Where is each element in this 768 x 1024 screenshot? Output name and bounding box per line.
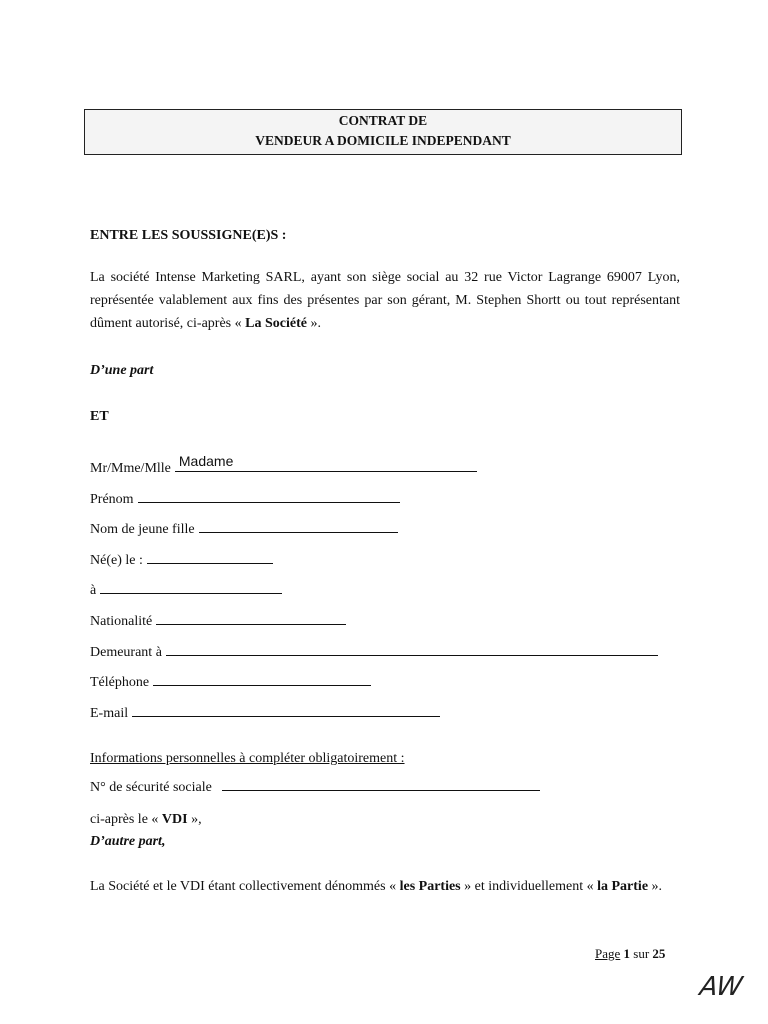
company-defined-term: La Société <box>245 316 307 331</box>
field-birth-place <box>90 579 282 601</box>
field-first-name <box>90 488 400 510</box>
collective-part-2: » et individuellement « <box>460 879 598 894</box>
collective-term-parties: les Parties <box>399 879 461 894</box>
company-paragraph-closing: ». <box>306 316 321 331</box>
first-party-label: D’une part <box>90 363 154 378</box>
contract-title-line-1: CONTRAT DE <box>338 113 428 128</box>
vdi-suffix: », <box>187 812 202 827</box>
footer-total-pages: 25 <box>652 946 666 961</box>
vdi-prefix: ci-après le « <box>90 812 162 827</box>
signature-initials: AW <box>697 972 744 1002</box>
contract-title-line-2: VENDEUR A DOMICILE INDEPENDANT <box>255 133 511 148</box>
vdi-line <box>90 808 680 831</box>
field-maiden-name-label: Nom de jeune fille <box>90 522 195 537</box>
field-address-input[interactable] <box>166 641 658 656</box>
field-birth-place-input[interactable] <box>100 579 282 594</box>
footer-page-number: 1 <box>623 946 631 961</box>
footer-of-word: sur <box>633 946 650 961</box>
field-nationality <box>90 610 346 632</box>
personal-info-heading: Informations personnelles à compléter obligatoirement : <box>90 751 405 766</box>
field-social-security-label: N° de sécurité sociale <box>90 780 212 795</box>
field-email-input[interactable] <box>132 702 440 717</box>
field-first-name-label: Prénom <box>90 492 134 507</box>
field-maiden-name <box>90 518 398 540</box>
collective-part-1: La Société et le VDI étant collectivement dénommés « <box>90 879 400 894</box>
field-first-name-input[interactable] <box>138 488 400 503</box>
collective-term-partie: la Partie <box>597 879 649 894</box>
field-phone-label: Téléphone <box>90 675 150 690</box>
and-label: ET <box>90 409 109 424</box>
field-address <box>90 641 658 663</box>
field-nationality-label: Nationalité <box>90 614 153 629</box>
field-email <box>90 702 440 724</box>
field-birth-place-label: à <box>90 583 97 598</box>
page-footer <box>595 946 665 962</box>
footer-page-word: Page <box>595 946 621 961</box>
second-party-label: D’autre part, <box>90 834 166 849</box>
contract-title-box <box>84 109 682 155</box>
collective-paragraph <box>90 875 680 898</box>
company-paragraph-text: La société Intense Marketing SARL, ayant son siège social au 32 rue Victor Lagrange 69007 Lyon, représentée valablement aux fins des présentes par son gérant, M. Stephen Shortt ou tout représentant dûment autorisé, ci-après « <box>90 270 680 331</box>
collective-part-3: ». <box>648 879 663 894</box>
field-nationality-input[interactable] <box>156 610 346 625</box>
field-civility <box>90 453 477 479</box>
field-phone-input[interactable] <box>153 671 371 686</box>
parties-heading: ENTRE LES SOUSSIGNE(E)S : <box>90 228 287 243</box>
field-civility-value: Madame <box>178 453 234 469</box>
field-birth-date <box>90 549 273 571</box>
field-address-label: Demeurant à <box>90 645 162 660</box>
company-paragraph <box>90 266 680 335</box>
field-civility-input[interactable] <box>175 453 477 472</box>
field-maiden-name-input[interactable] <box>199 518 398 533</box>
field-social-security-input[interactable] <box>222 776 540 791</box>
field-birth-date-input[interactable] <box>147 549 273 564</box>
field-civility-label: Mr/Mme/Mlle <box>90 461 171 476</box>
field-phone <box>90 671 371 693</box>
vdi-term: VDI <box>161 812 188 827</box>
field-social-security <box>90 776 540 798</box>
field-birth-date-label: Né(e) le : <box>90 553 143 568</box>
field-email-label: E-mail <box>90 706 129 721</box>
